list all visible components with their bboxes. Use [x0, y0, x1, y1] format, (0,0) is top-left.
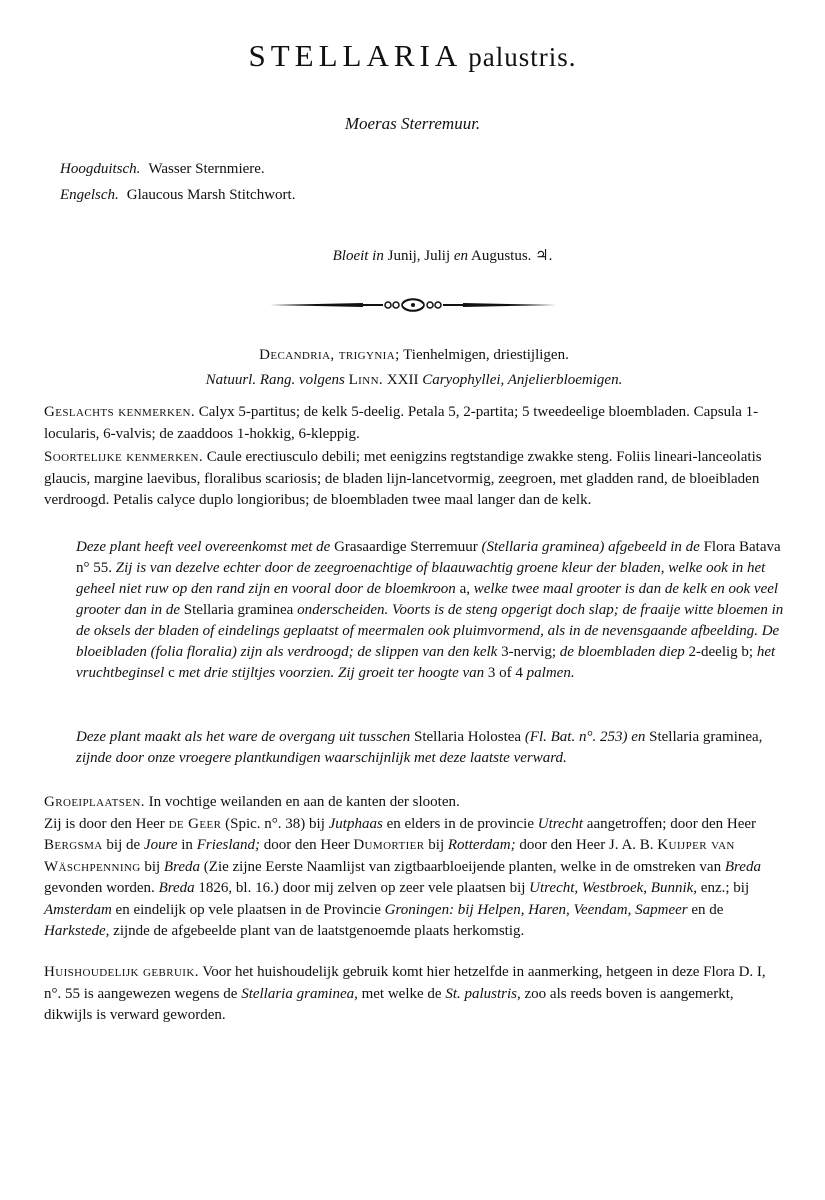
place-name: Utrecht, Westbroek, Bunnik,	[529, 880, 698, 896]
note-text: welke twee maal grooter is dan de kelk en ook veel grooter dan in de	[76, 581, 779, 618]
place-name: Breda	[158, 880, 195, 896]
text: en de	[691, 901, 724, 918]
title-species: palustris.	[468, 42, 577, 72]
note-comparison	[44, 537, 784, 684]
text: door den Heer	[263, 837, 350, 853]
classification-line-2	[44, 370, 784, 392]
section-text: Calyx 5-partitus; de kelk 5-deelig. Petala 5, 2-partita; 5 tweedeelige bloembladen. Capsula 1-locularis, 6-valvis; de zaaddoos 1-hokkig, 6-kleppig.	[44, 404, 759, 442]
name-row-german	[60, 161, 295, 187]
note-text: Deze plant maakt als het ware de overgang uit tusschen	[76, 729, 411, 745]
note-transition-text	[44, 727, 784, 769]
note-text: met drie stijltjes voorzien. Zij groeit ter hoogte van	[178, 665, 485, 681]
text: in	[181, 837, 193, 853]
place-name: Rotterdam;	[447, 837, 516, 853]
habitats-localities	[44, 814, 784, 943]
person-name: Kuijper van Wäschpenning	[44, 837, 735, 875]
classification-line-1	[44, 345, 784, 367]
place-name: Friesland;	[196, 837, 261, 853]
natural-rank-label: Natuurl. Rang. volgens	[205, 371, 345, 388]
note-text: en	[631, 729, 646, 745]
note-text: (Stellaria graminea) afgebeeld in de	[481, 539, 700, 555]
habitats-line	[44, 792, 784, 814]
reference: (Fl. Bat. n°. 253)	[524, 729, 628, 745]
vernacular-name: Wasser Sternmiere.	[148, 161, 265, 177]
place-name: Harkstede,	[44, 923, 110, 939]
place-name: Joure	[143, 837, 178, 853]
text: bij de	[106, 837, 141, 853]
flowering-period	[0, 246, 825, 265]
place-name: Groningen: bij Helpen, Haren, Veendam, Sapmeer	[384, 901, 688, 918]
note-comparison-text	[44, 537, 784, 684]
text: enz.; bij	[700, 880, 750, 896]
plant-name: Stellaria graminea	[183, 602, 294, 618]
person-name: de Geer	[168, 815, 222, 832]
language-label: Engelsch.	[60, 187, 119, 203]
ornamental-divider	[268, 294, 558, 316]
section-label: Huishoudelijk gebruik.	[44, 964, 199, 980]
text: (Spic. n°. 38) bij	[225, 815, 325, 832]
plant-name: Stellaria graminea,	[649, 729, 763, 745]
note-text: 2-deelig b;	[688, 644, 754, 660]
text: (Zie zijne Eerste Naamlijst van zigtbaarbloeijende planten, welke in de omstreken van	[203, 858, 722, 875]
note-text: palmen.	[526, 665, 575, 681]
place-name: Amsterdam	[44, 901, 112, 918]
name-row-english	[60, 187, 295, 213]
note-text: het vruchtbeginsel	[76, 644, 776, 681]
linnaean-class-dutch: Tienhelmigen, driestijligen.	[403, 347, 569, 363]
genus-characters-text	[44, 402, 784, 445]
note-transition	[44, 727, 784, 769]
figure-letter: a,	[459, 581, 470, 597]
rank-number: XXII	[386, 371, 419, 388]
title-genus: STELLARIA	[248, 38, 463, 73]
plant-name: St. palustris	[445, 985, 518, 1002]
text: en eindelijk op vele plaatsen in de Provincie	[115, 901, 381, 918]
classification	[44, 345, 784, 391]
text: zijnde de afgebeelde plant van de laatstgenoemde plaats herkomstig.	[113, 923, 525, 939]
figure-letter: c	[168, 665, 175, 681]
plant-name: Stellaria graminea,	[241, 985, 358, 1002]
genus-characters	[44, 402, 784, 445]
bloom-months-2: Augustus.	[470, 248, 532, 264]
note-text: onderscheiden. Voorts is de steng opgerigt doch slap; de fraaije witte bloemen in de oksels der bladen of eindelings geplaatst of meermalen ook pluimvormend, als in de nevensgaande afbeelding. De bloeibladen (folia floralia) zijn als verdroogd; de slippen van den kelk	[76, 602, 784, 660]
language-label: Hoogduitsch.	[60, 161, 141, 177]
text: bij	[144, 858, 161, 875]
dutch-name: Moeras Sterremuur.	[344, 114, 481, 133]
text: bij	[428, 837, 445, 853]
bloom-label: Bloeit in	[332, 248, 384, 264]
section-label: Geslachts kenmerken.	[44, 404, 196, 420]
text: aangetroffen; door den Heer	[586, 815, 757, 832]
bloom-months: Junij, Julij	[387, 248, 451, 264]
note-text: 3-nervig;	[501, 644, 557, 660]
page-title	[0, 38, 825, 74]
person-name: Dumortier	[353, 837, 425, 853]
household-use	[44, 962, 784, 1027]
vernacular-names	[60, 161, 295, 213]
section-text: In vochtige weilanden en aan de kanten der slooten.	[148, 794, 460, 810]
place-name: Breda	[163, 858, 201, 875]
vernacular-name: Glaucous Marsh Stitchwort.	[126, 187, 296, 203]
text: Zij is door den Heer	[44, 815, 165, 832]
text: Voor het huishoudelijk gebruik komt hier hetzelfde in aanmerking, hetgeen in deze Flora D. I, n°. 55 is aangewezen wegens de	[44, 964, 766, 1002]
text: 1826, bl. 16.) door mij zelven op zeer vele plaatsen bij	[198, 880, 526, 896]
text: door den Heer J. A. B.	[519, 837, 654, 853]
bloom-conj: en	[453, 248, 469, 264]
text: , zoo als reeds boven is aangemerkt, dikwijls is verward geworden.	[44, 985, 734, 1023]
section-label: Groeiplaatsen.	[44, 794, 145, 810]
species-characters	[44, 447, 784, 512]
plant-name: Stellaria Holostea	[414, 729, 522, 745]
author-abbrev: Linn.	[348, 371, 384, 388]
plant-name: Grasaardige Sterremuur	[334, 539, 478, 555]
place-name: Breda	[724, 858, 761, 875]
section-text: Caule erectiusculo debili; met eenigzins regtstandige zwakke steng. Foliis lineari-lanceolatis glaucis, margine laevibus, floralibus scariosis; de bladen lijn-lancetvormig, zeegroen, met gladden rand, de bloeibladen verdroogd. Petalis calyce duplo longioribus; de bloembladen twee maal langer dan de kelk.	[44, 449, 762, 508]
note-text: Deze plant heeft veel overeenkomst met de	[76, 539, 331, 555]
person-name: Bergsma	[44, 837, 103, 853]
linnaean-class: Decandria, trigynia;	[259, 347, 400, 363]
place-name: Jutphaas	[328, 815, 383, 832]
perennial-symbol: ♃.	[535, 248, 553, 264]
place-name: Utrecht	[537, 815, 584, 832]
note-text: zijnde door onze vroegere plantkundigen waarschijnlijk met deze laatste verward.	[76, 750, 567, 766]
reference: Flora Batava n° 55.	[76, 539, 781, 576]
text: met welke de	[361, 985, 442, 1002]
habitats	[44, 792, 784, 943]
note-text: 3 of 4	[487, 665, 523, 681]
note-text: Zij is van dezelve echter door de zeegroenachtige of blaauwachtig groene kleur der bladen, welke ook in het geheel niet ruw op den rand zijn en vooral door de bloemkroon	[76, 560, 766, 597]
family-name: Caryophyllei, Anjelierbloemigen.	[422, 371, 623, 388]
household-use-text	[44, 962, 784, 1027]
section-label: Soortelijke kenmerken.	[44, 449, 204, 465]
species-characters-text	[44, 447, 784, 512]
note-text: de bloembladen diep	[559, 644, 685, 660]
text: en elders in de provincie	[386, 815, 535, 832]
text: gevonden worden.	[44, 880, 155, 896]
